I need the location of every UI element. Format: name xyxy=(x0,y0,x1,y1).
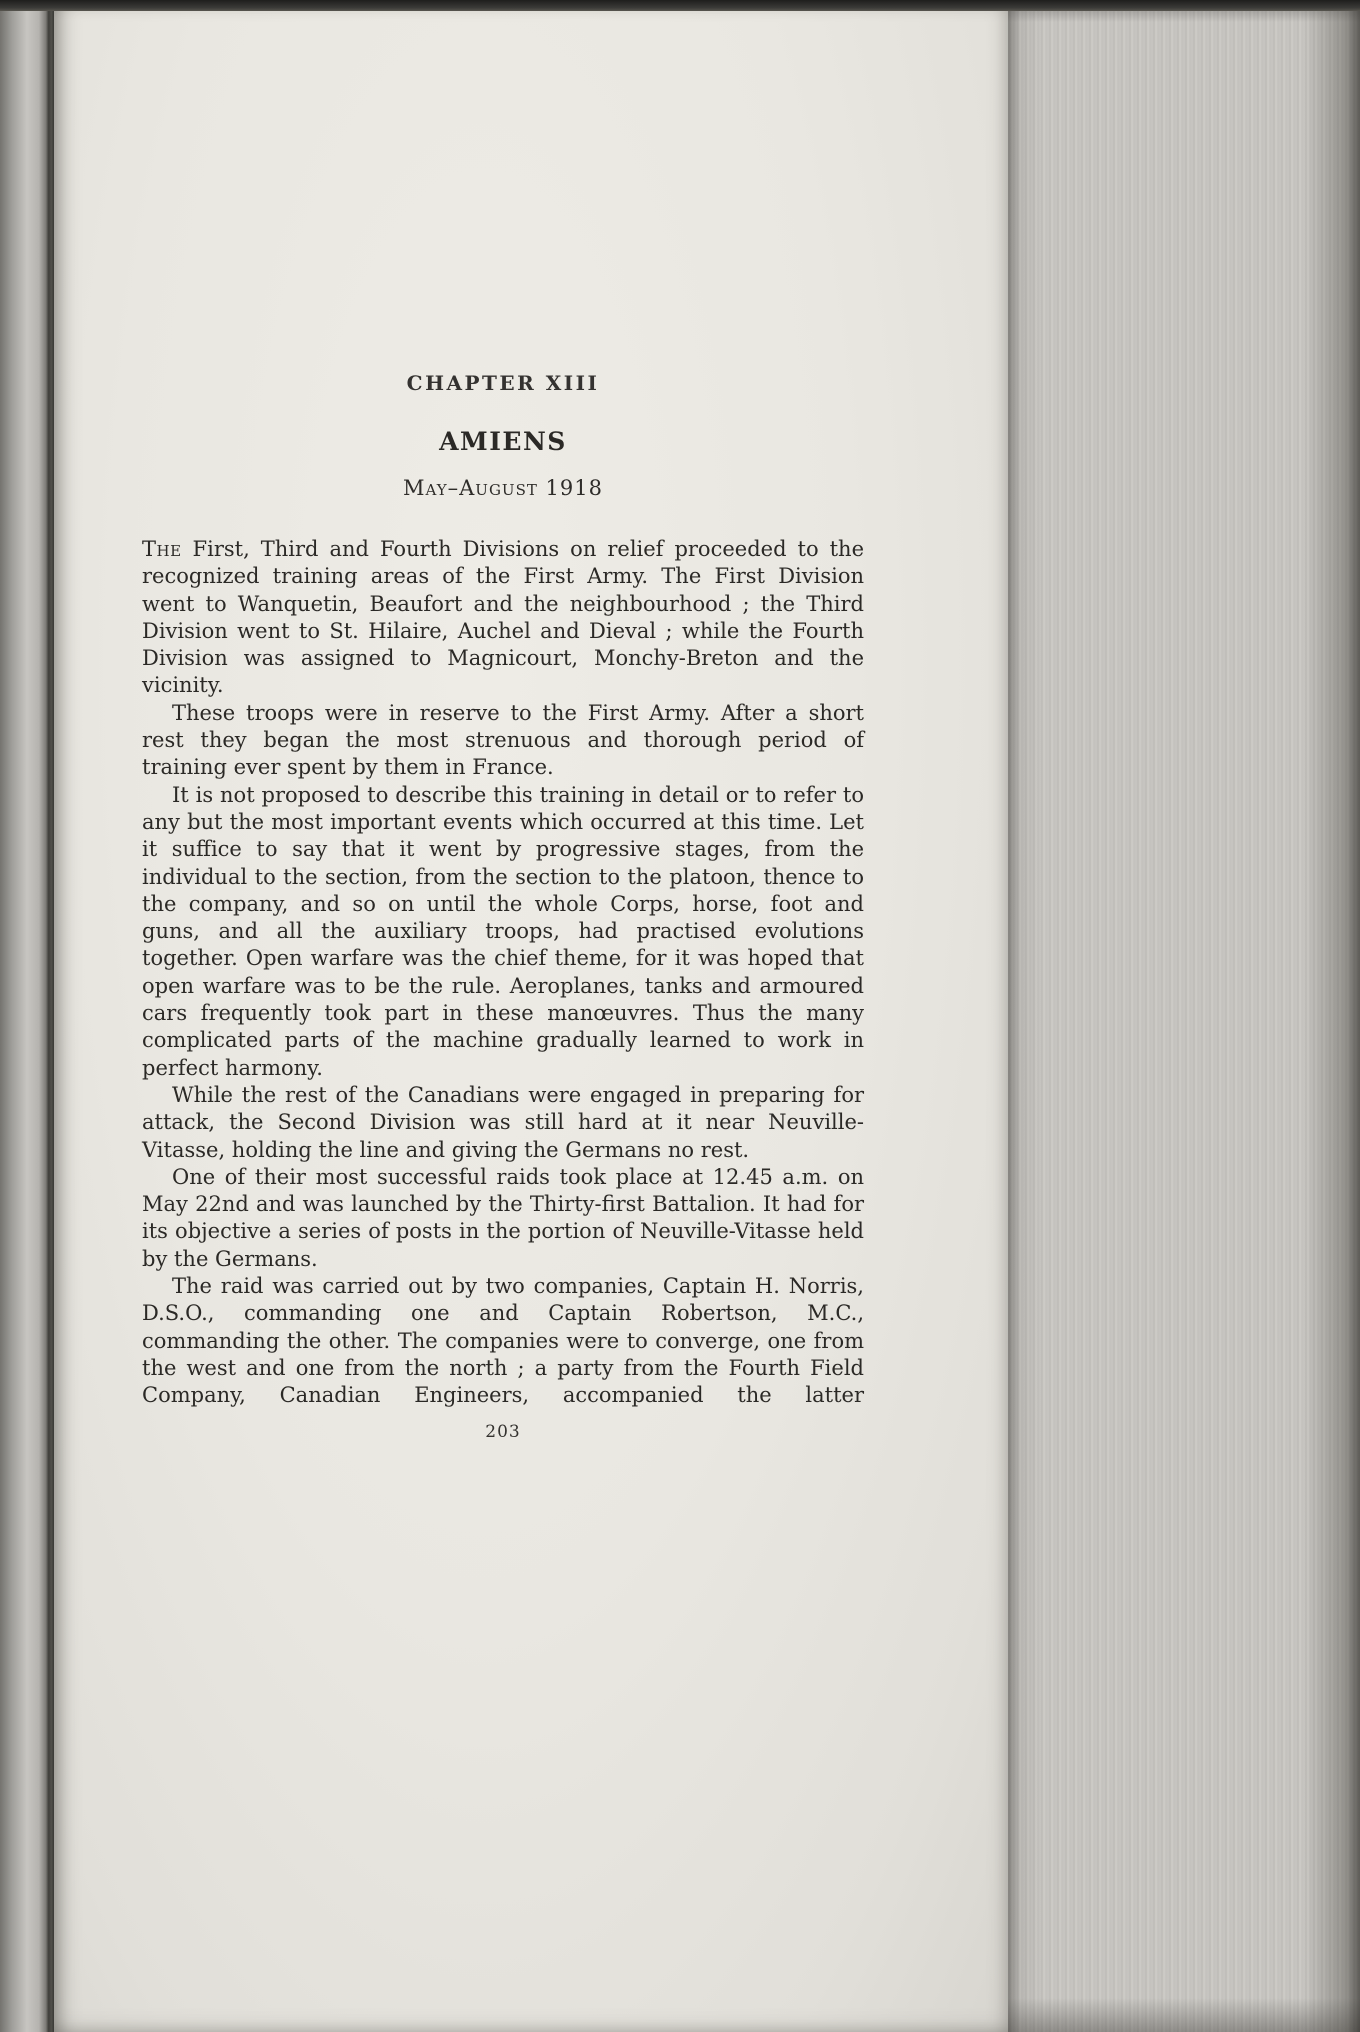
book-page xyxy=(54,9,1008,2032)
paragraph-5: One of their most successful raids took place at 12.45 a.m. on May 22nd and was launched by the Thirty-first Battalion. It had for its objective a series of posts in the portion of Neuville-Vitasse held by the Germans. xyxy=(142,1164,864,1271)
paragraph-2: These troops were in reserve to the First Army. After a short rest they began the most strenuous and thorough period of training ever spent by them in France. xyxy=(142,700,864,780)
chapter-heading: CHAPTER XIII xyxy=(406,371,600,395)
scan-top-edge xyxy=(0,0,1360,11)
paragraph-1-text: First, Third and Fourth Divisions on relief proceeded to the recognized training areas of the First Army. The First Division went to Wanquetin, Beaufort and the neighbourhood ; the Third Division went to St. Hilaire, Auchel and Dieval ; while the Fourth Division was assigned to Magnicourt, Monchy-Breton and the vicinity. xyxy=(142,537,864,698)
paragraph-4: While the rest of the Canadians were engaged in preparing for attack, the Second Division was still hard at it near Neuville-Vitasse, holding the line and giving the Germans no rest. xyxy=(142,1082,864,1162)
body-text xyxy=(142,536,864,1410)
paragraph-1 xyxy=(142,536,864,700)
paragraph-6: The raid was carried out by two companies, Captain H. Norris, D.S.O., commanding one and Captain Robertson, M.C., commanding the other. The companies were to converge, one from the west and one from the north ; a party from the Fourth Field Company, Canadian Engineers, accompanied the latter xyxy=(142,1274,864,1408)
book-page-edges xyxy=(1008,6,1360,2032)
lead-word: The xyxy=(142,537,182,561)
page-number: 203 xyxy=(485,1421,521,1442)
page-gutter-line xyxy=(46,0,51,2032)
chapter-subtitle: May–August 1918 xyxy=(403,476,603,500)
page-title: AMIENS xyxy=(439,427,567,456)
paragraph-3: It is not proposed to describe this training in detail or to refer to any but the most important events which occurred at this time. Let it suffice to say that it went by progressive stages, from the individual to the section, from the section to the platoon, thence to the company, and so on until the whole Corps, horse, foot and guns, and all the auxiliary troops, had practised evolutions together. Open warfare was the chief theme, for it was hoped that open warfare was to be the rule. Aeroplanes, tanks and armoured cars frequently took part in these manœuvres. Thus the many complicated parts of the machine gradually learned to work in perfect harmony. xyxy=(142,782,864,1080)
page-content xyxy=(54,9,864,1442)
